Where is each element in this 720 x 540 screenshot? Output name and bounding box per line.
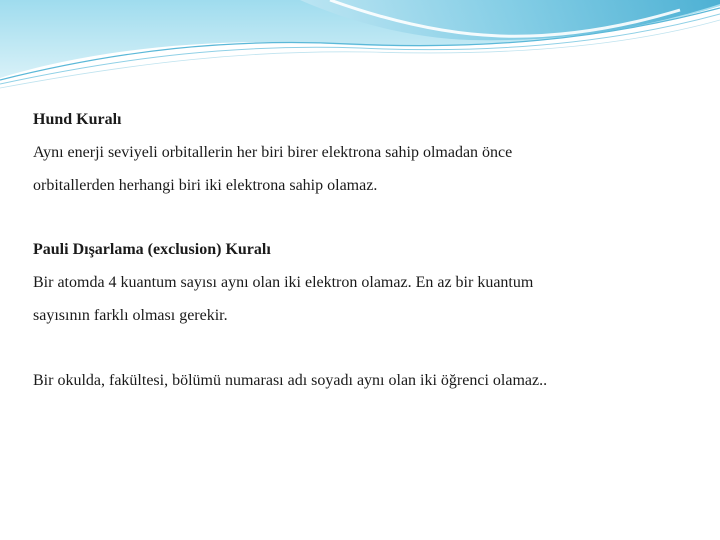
hund-text-line-1: Aynı enerji seviyeli orbitallerin her biri birer elektrona sahip olmadan önce: [33, 144, 513, 161]
header-wave-decoration: [0, 0, 720, 90]
pauli-text-line-2: sayısının farklı olması gerekir.: [33, 307, 228, 324]
hund-text-line-2: orbitallerden herhangi biri iki elektrona sahip olamaz.: [33, 177, 378, 194]
pauli-text-line-1: Bir atomda 4 kuantum sayısı aynı olan iki elektron olamaz. En az bir kuantum: [33, 274, 534, 291]
pauli-heading: Pauli Dışarlama (exclusion) Kuralı: [33, 241, 271, 258]
hund-heading: Hund Kuralı: [33, 111, 122, 128]
example-text: Bir okulda, fakültesi, bölümü numarası adı soyadı aynı olan iki öğrenci olamaz..: [33, 372, 548, 389]
